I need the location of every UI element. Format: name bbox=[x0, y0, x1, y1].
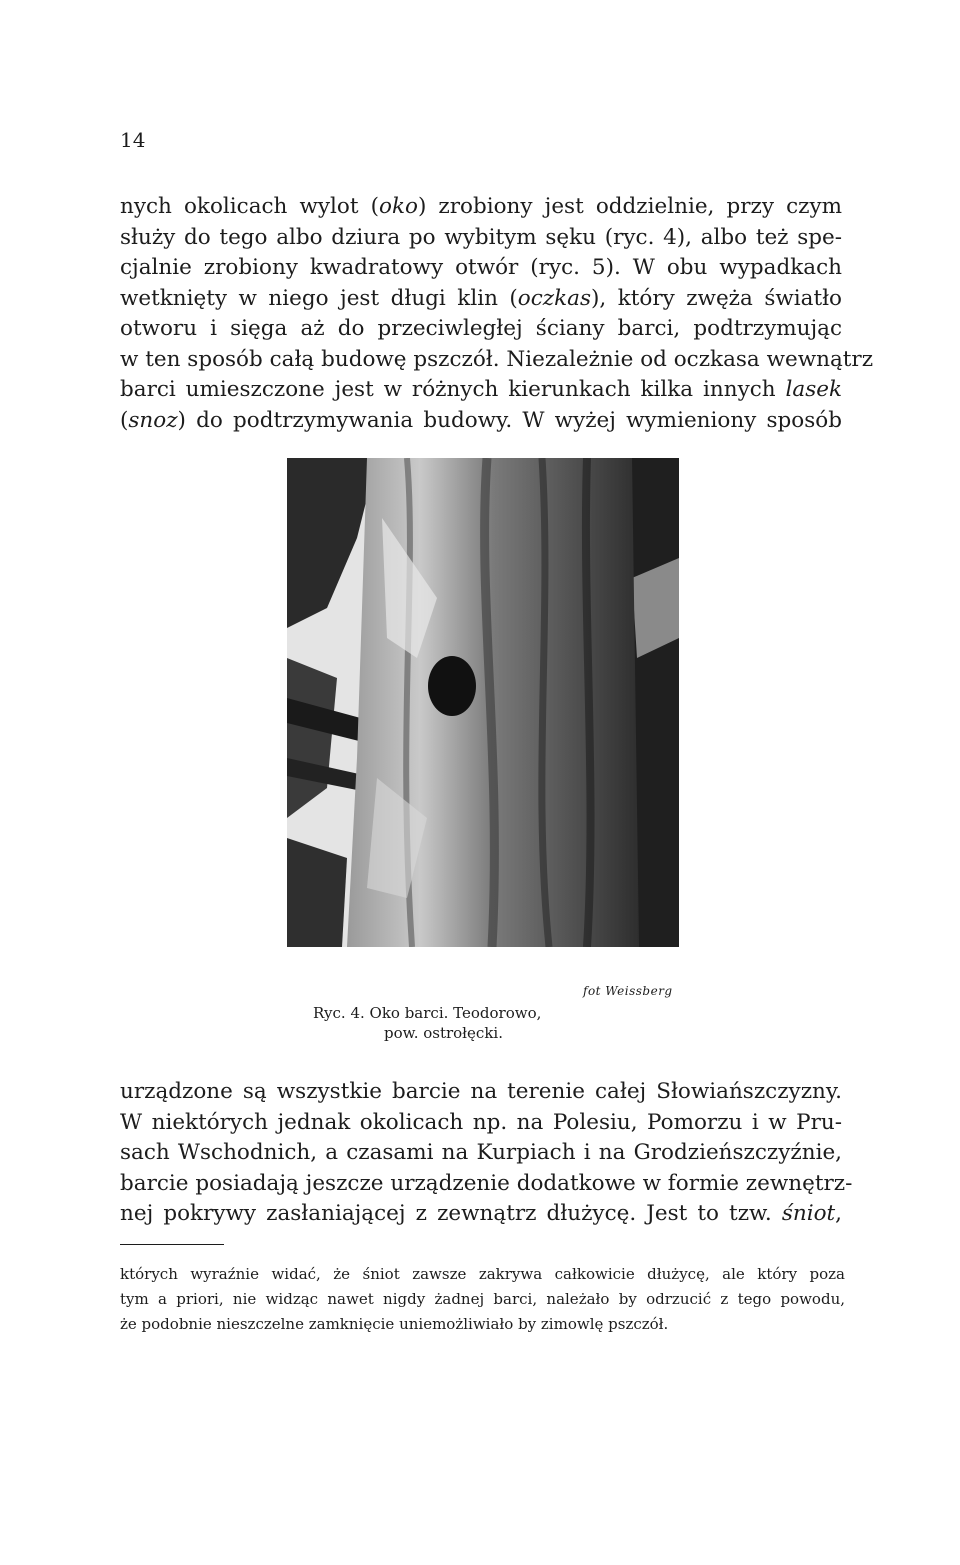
text-line: barcie posiadają jeszcze urządzenie dodatkowe w formie zewnętrz- bbox=[120, 1170, 853, 1196]
caption-line: pow. ostrołęcki. bbox=[384, 1024, 503, 1042]
footnote-line: że podobnie nieszczelne zamknięcie uniemożliwiało by zimowlę pszczół. bbox=[120, 1315, 669, 1333]
page-number: 14 bbox=[120, 128, 146, 152]
text-line: urządzone są wszystkie barcie na terenie całej Słowiańszczyzny. bbox=[120, 1079, 842, 1104]
footnote-line: których wyraźnie widać, że śniot zawsze zakrywa całkowicie dłużycę, ale który poza bbox=[120, 1265, 845, 1283]
body-paragraph-1 bbox=[120, 192, 874, 436]
text-line: cjalnie zrobiony kwadratowy otwór (ryc. 5). W obu wypadkach bbox=[120, 255, 842, 280]
footnote-divider bbox=[120, 1244, 224, 1245]
text-line: otworu i sięga aż do przeciwległej ściany barci, podtrzymując bbox=[120, 316, 842, 341]
text-line: służy do tego albo dziura po wybitym sęku (ryc. 4), albo też spe- bbox=[120, 224, 842, 250]
text-line: wetknięty w niego jest długi klin (oczkas), który zwęża światło bbox=[120, 285, 842, 311]
text-line: (snoz) do podtrzymywania budowy. W wyżej wymieniony sposób bbox=[120, 407, 842, 433]
text-line: nej pokrywy zasłaniającej z zewnątrz dłużycę. Jest to tzw. śniot, bbox=[120, 1201, 842, 1226]
tree-trunk-photo-icon bbox=[287, 458, 679, 947]
text-line: nych okolicach wylot (oko) zrobiony jest oddzielnie, przy czym bbox=[120, 194, 843, 219]
footnote-line: tym a priori, nie widząc nawet nigdy żadnej barci, należało by odrzucić z tego powodu, bbox=[120, 1290, 845, 1308]
text-line: w ten sposób całą budowę pszczół. Niezależnie od oczkasa wewnątrz bbox=[120, 346, 874, 372]
text-line: W niektórych jednak okolicach np. na Polesiu, Pomorzu i w Pru- bbox=[120, 1109, 842, 1135]
text-line: sach Wschodnich, a czasami na Kurpiach i na Grodzieńszczyźnie, bbox=[120, 1140, 842, 1165]
caption-line: Ryc. 4. Oko barci. Teodorowo, bbox=[313, 1004, 542, 1022]
text-line: barci umieszczone jest w różnych kierunkach kilka innych lasek bbox=[120, 377, 842, 402]
footnote bbox=[120, 1262, 845, 1337]
figure-caption bbox=[313, 1003, 541, 1043]
photo-credit: fot Weissberg bbox=[583, 984, 673, 998]
body-paragraph-2 bbox=[120, 1077, 853, 1230]
